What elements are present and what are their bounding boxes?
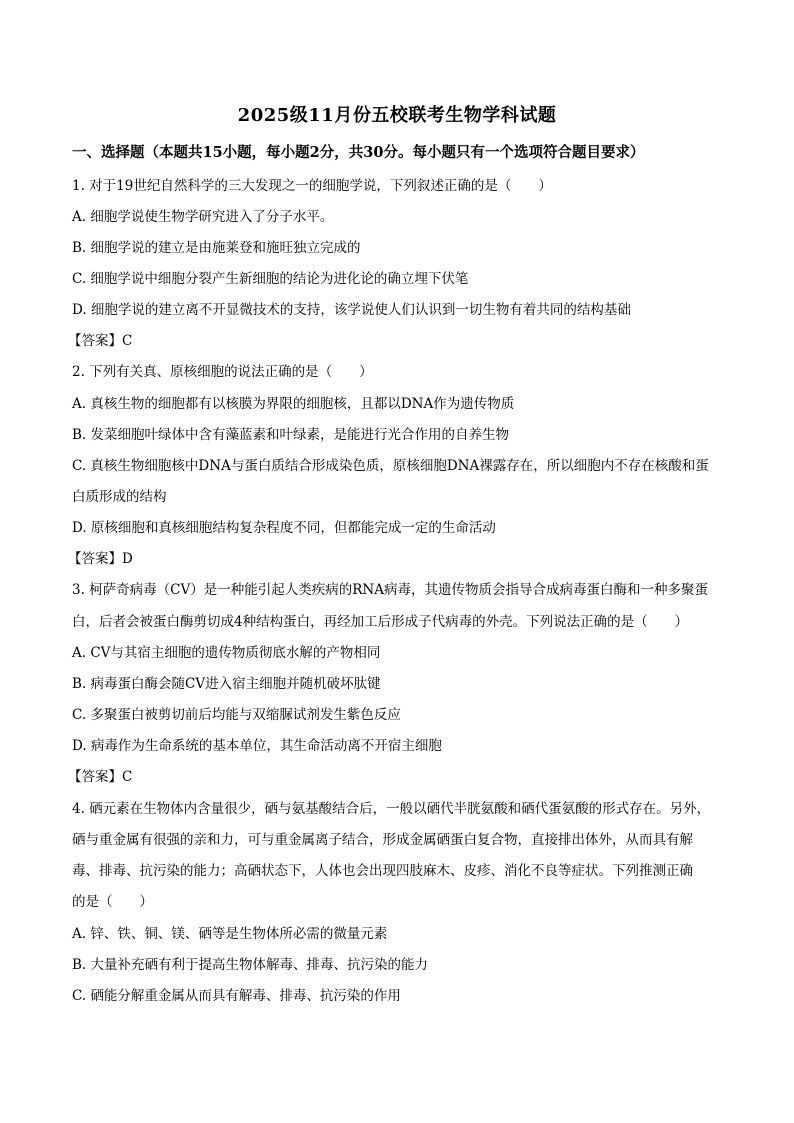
question-3-option-b: B. 病毒蛋白酶会随CV进入宿主细胞并随机破坏肽键 [72,676,381,692]
question-2-option-c-cont: 白质形成的结构 [72,489,167,505]
question-1-stem: 1. 对于19世纪自然科学的三大发现之一的细胞学说，下列叙述正确的是（ ） [72,178,552,194]
question-2-answer [68,549,133,569]
question-4-option-c: C. 硒能分解重金属从而具有解毒、排毒、抗污染的作用 [72,988,401,1004]
answer-label: 【答案】 [68,551,122,567]
question-1-answer [68,331,132,351]
answer-value: D [122,551,133,567]
question-1-option-d: D. 细胞学说的建立离不开显微技术的支持，该学说使人们认识到一切生物有着共同的结构基础 [72,302,631,318]
question-4-stem-line-2: 硒与重金属有很强的亲和力，可与重金属离子结合，形成金属硒蛋白复合物，直接排出体外，从而具有解 [72,832,693,848]
question-1-option-a: A. 细胞学说使生物学研究进入了分子水平。 [72,209,334,225]
question-3-stem-line-2: 白，后者会被蛋白酶剪切成4种结构蛋白，再经加工后形成子代病毒的外壳。下列说法正确的是（ ） [72,614,689,630]
question-3-option-d: D. 病毒作为生命系统的基本单位，其生命活动离不开宿主细胞 [72,738,442,754]
question-2-option-a: A. 真核生物的细胞都有以核膜为界限的细胞核，且都以DNA作为遗传物质 [72,396,515,412]
answer-value: C [122,333,133,349]
answer-label: 【答案】 [68,769,122,785]
question-4-option-a: A. 锌、铁、铜、镁、硒等是生物体所必需的微量元素 [72,926,388,942]
question-1-option-b: B. 细胞学说的建立是由施莱登和施旺独立完成的 [72,240,361,256]
page-title: 2025级11月份五校联考生物学科试题 [237,105,557,126]
question-3-stem-line-1: 3. 柯萨奇病毒（CV）是一种能引起人类疾病的RNA病毒，其遗传物质会指导合成病毒蛋白酶和一种多聚蛋 [72,582,708,598]
answer-value: C [122,769,133,785]
question-2-option-c: C. 真核生物细胞核中DNA与蛋白质结合形成染色质，原核细胞DNA裸露存在，所以细胞内不存在核酸和蛋 [72,458,709,474]
answer-label: 【答案】 [68,333,122,349]
question-3-answer [68,767,132,787]
question-3-option-c: C. 多聚蛋白被剪切前后均能与双缩脲试剂发生紫色反应 [72,707,401,723]
question-2-stem: 2. 下列有关真、原核细胞的说法正确的是（ ） [72,364,373,380]
question-2-option-b: B. 发菜细胞叶绿体中含有藻蓝素和叶绿素，是能进行光合作用的自养生物 [72,427,510,443]
question-4-stem-line-3: 毒、排毒、抗污染的能力；高硒状态下，人体也会出现四肢麻木、皮疹、消化不良等症状。下列推测正确 [72,863,693,879]
question-3-option-a: A. CV与其宿主细胞的遗传物质彻底水解的产物相同 [72,645,381,661]
question-4-stem-line-4: 的是（ ） [72,894,153,910]
question-4-option-b: B. 大量补充硒有利于提高生物体解毒、排毒、抗污染的能力 [72,957,429,973]
question-2-option-d: D. 原核细胞和真核细胞结构复杂程度不同，但都能完成一定的生命活动 [72,520,496,536]
question-1-option-c: C. 细胞学说中细胞分裂产生新细胞的结论为进化论的确立埋下伏笔 [72,271,469,287]
section-header: 一、选择题（本题共15小题，每小题2分，共30分。每小题只有一个选项符合题目要求） [72,144,645,161]
question-4-stem-line-1: 4. 硒元素在生物体内含量很少，硒与氨基酸结合后，一般以硒代半胱氨酸和硒代蛋氨酸的形式存在。另外， [72,801,711,817]
